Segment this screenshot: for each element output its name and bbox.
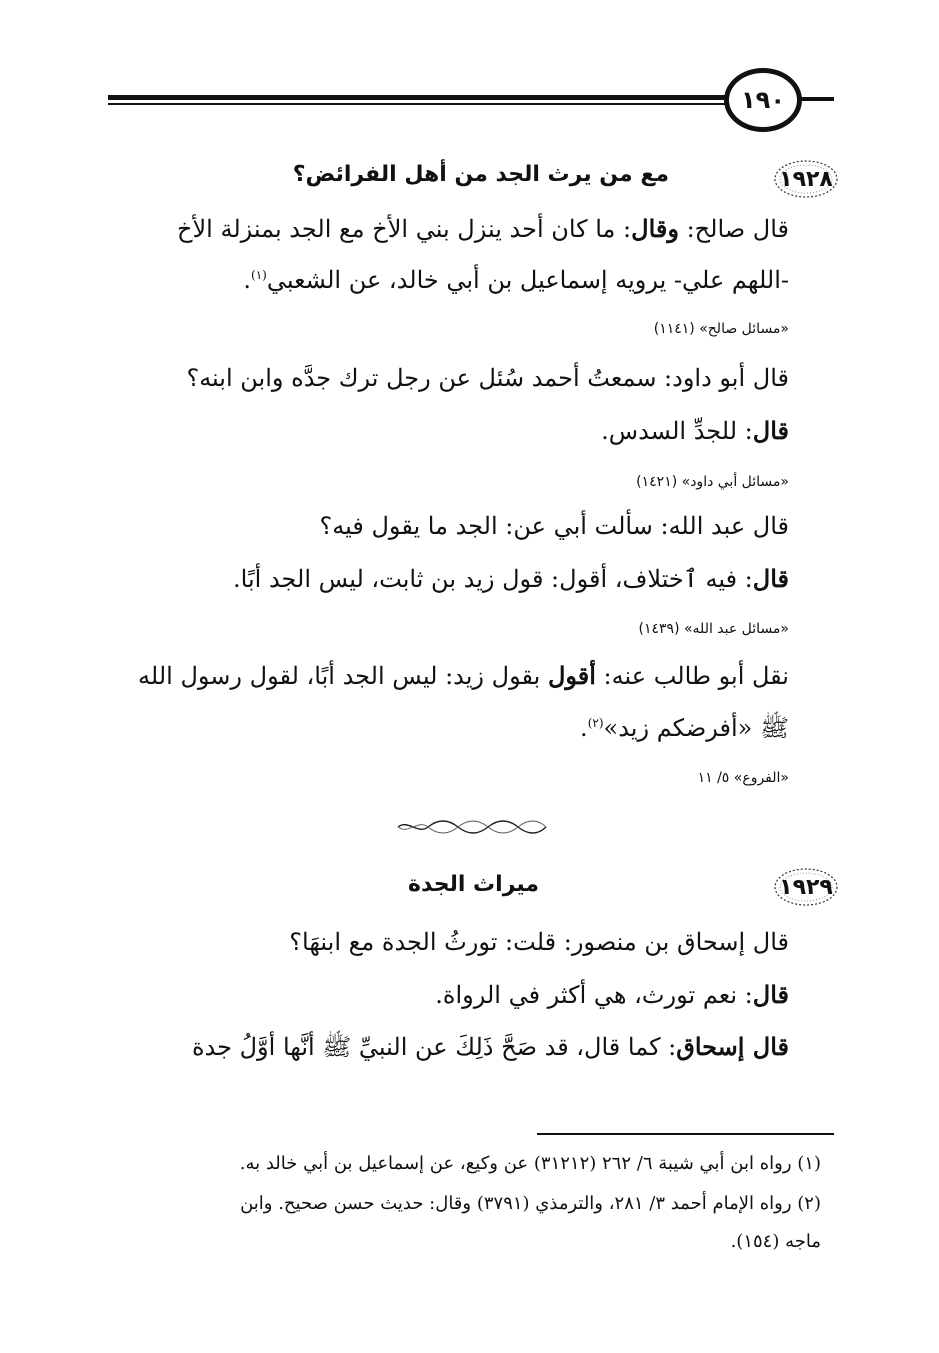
footnote-marker: (١) xyxy=(797,1153,821,1174)
text-line xyxy=(89,713,789,748)
text-line xyxy=(89,266,789,294)
footnote xyxy=(101,1193,821,1214)
text-line: قال أبو داود: سمعتُ أحمد سُئل عن رجل ترك جدَّه وابن ابنه؟ xyxy=(186,364,789,392)
footnote-ref: (١) xyxy=(251,268,267,282)
text-span: . xyxy=(580,714,588,742)
source-citation: «مسائل أبي داود» (١٤٢١) xyxy=(636,474,789,490)
footnote-continuation: ماجه (١٥٤). xyxy=(730,1231,821,1252)
text-line: قال إسحاق بن منصور: قلت: تورثُ الجدة مع ابنهَا؟ xyxy=(289,928,789,956)
section-number: ١٩٢٩ xyxy=(779,874,833,900)
section-title: ميراث الجدة xyxy=(408,872,539,897)
page-number: ١٩٠ xyxy=(724,68,802,132)
source-citation: «مسائل صالح» (١١٤١) xyxy=(653,321,789,337)
text-span: : ما كان أحد ينزل بني الأخ مع الجد بمنزلة الأخ xyxy=(176,215,632,243)
section-number-badge xyxy=(772,158,840,200)
text-span: بقول زيد: ليس الجد أبًا، لقول رسول الله xyxy=(138,662,548,690)
speaker: قال صالح: xyxy=(678,215,789,243)
text-line xyxy=(89,416,789,445)
section-number-badge xyxy=(772,866,840,908)
footnote-text: رواه ابن أبي شيبة ٦/ ٢٦٢ (٣١٢١٢) عن وكيع، عن إسماعيل بن أبي خالد به. xyxy=(239,1153,792,1174)
footnote-rule xyxy=(537,1133,834,1135)
text-line: قال عبد الله: سألت أبي عن: الجد ما يقول فيه؟ xyxy=(319,512,789,540)
header-rule-thin xyxy=(108,103,728,105)
section-title: مع من يرث الجد من أهل الفرائض؟ xyxy=(292,162,669,187)
text-span: ﷺ «أفرضكم زيد» xyxy=(603,714,789,742)
header-rule xyxy=(108,95,728,100)
footnote-text: رواه الإمام أحمد ٣/ ٢٨١، والترمذي (٣٧٩١) وقال: حديث حسن صحيح. وابن xyxy=(240,1193,792,1214)
source-citation: «الفروع» ٥/ ١١ xyxy=(697,770,789,786)
text-span: نقل أبو طالب عنه: xyxy=(595,662,789,690)
header-rule-right xyxy=(800,97,834,101)
ornament-divider-icon xyxy=(396,818,548,836)
text-line xyxy=(89,1032,789,1067)
text-span: : كما قال، قد صَحَّ ذَلِكَ عن النبيِّ ﷺ أنَّها أوَّلُ جدة xyxy=(191,1033,677,1061)
bold-keyword: قال xyxy=(752,980,789,1009)
footnote-ref: (٢) xyxy=(587,716,604,730)
text-span: . xyxy=(243,266,252,294)
text-span: : للجدِّ السدس. xyxy=(601,417,753,445)
bold-keyword: قال إسحاق xyxy=(676,1032,789,1061)
text-line xyxy=(89,980,789,1009)
text-span: : فيه ٱختلاف، أقول: قول زيد بن ثابت، ليس الجد أبًا. xyxy=(233,565,753,593)
section-number: ١٩٢٨ xyxy=(779,166,833,192)
text-span: : نعم تورث، هي أكثر في الرواة. xyxy=(435,981,753,1009)
text-line xyxy=(89,661,789,690)
footnote-marker: (٢) xyxy=(797,1193,821,1214)
footnote xyxy=(101,1153,821,1174)
text-line xyxy=(89,564,789,593)
bold-keyword: قال xyxy=(752,416,789,445)
bold-keyword: قال xyxy=(752,564,789,593)
bold-keyword: أقول xyxy=(547,661,596,690)
text-span: -اللهم علي- يرويه إسماعيل بن أبي خالد، عن الشعبي xyxy=(266,266,789,294)
text-line xyxy=(89,214,789,243)
bold-keyword: وقال xyxy=(631,214,679,243)
source-citation: «مسائل عبد الله» (١٤٣٩) xyxy=(638,621,789,637)
